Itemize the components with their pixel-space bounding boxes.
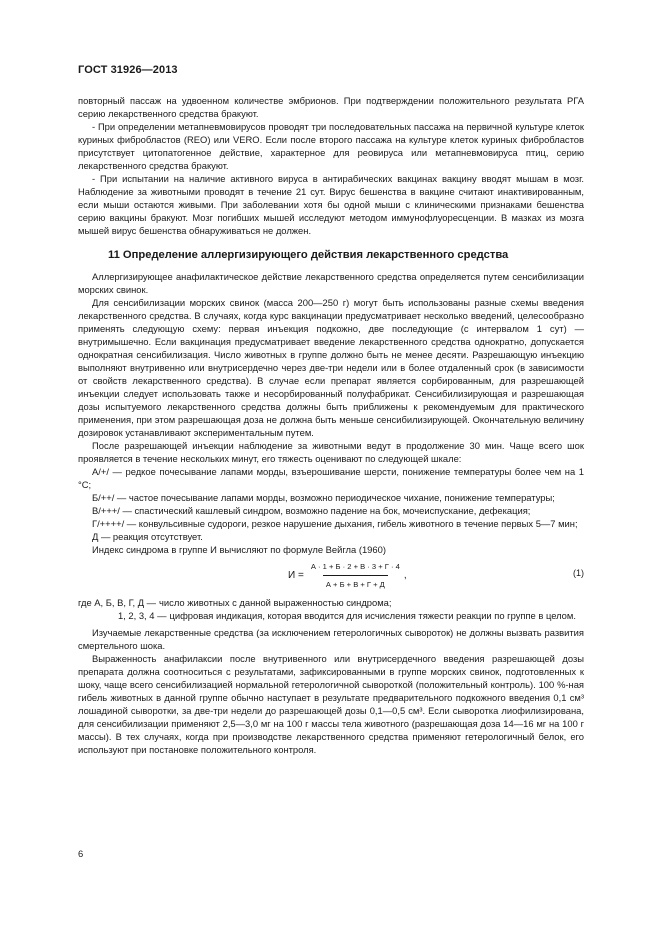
scale-item: Д — реакция отсутствует. bbox=[92, 531, 203, 542]
legend-text: число животных с данной выраженностью синдрома; bbox=[159, 597, 392, 608]
paragraph: Для сенсибилизации морских свинок (масса 200—250 г) могут быть использованы разные схемы введения лекарственного средства. В случаях, когда курс вакцинации предусматривает несколько введений, целесообразно применять следующую схему: первая инъекция подкожно, две последующие (с интервалом 1 сут) — внутримышечно. Если вакцинация предусматривает введение лекарственного средства однократно, допускается однократная сенсибилизация. Число животных в группе должно быть не менее десяти. Разрешающую инъекцию выполняют внутривенно или внутрисердечно через две-три недели или в более отдаленный срок (в зависимости от свойств лекарственного средства). В случае если препарат является сорбированным, для разрешающей инъекции следует использовать также и несорбированный полуфабрикат. Сенсибилизирующая и разрешающая дозы испытуемого лекарственного средства должны быть приближены к рекомендуемым для практического применения, при этом разрешающая доза не должна быть меньше сенсибилизирующей. Окончательную величину дозировок устанавливают экспериментальным путем. bbox=[78, 297, 584, 438]
formula-numerator: А · 1 + Б · 2 + В · 3 + Г · 4 bbox=[310, 562, 400, 571]
legend-row bbox=[78, 609, 584, 622]
paragraph: Выраженность анафилаксии после внутривенного или внутрисердечного введения разрешающей дозы препарата должна соотноситься с результатами, зафиксированными в группе морских свинок, подготовленных к шоку, чаще всего сенсибилизацией нормальной гетерологичной сывороткой (положительный контроль). 100 %-ная гибель животных в данной группе обычно наступает в результате предварительного подкожного введения 0,1 см³ лошадиной сыворотки, за две-три недели до разрешающей дозы 0,1—0,5 см³. Если сыворотка лиофилизирована, для сенсибилизации применяют 2,5—3,0 мг на 100 г массы тела животного (разрешающая доза 14—16 мг на 100 г массы). В тех случаях, когда при производстве лекарственного средства применяют гетерологичный белок, его используют при постановке положительного контроля. bbox=[78, 653, 584, 755]
scale-item: А/+/ — редкое почесывание лапами морды, взъерошивание шерсти, понижение температуры более чем на 1 °С; bbox=[78, 466, 584, 490]
formula-fraction bbox=[308, 560, 403, 591]
scale-item: Г/++++/ — конвульсивные судороги, резкое нарушение дыхания, гибель животного в течение первых 5—7 мин; bbox=[92, 518, 578, 529]
formula-legend bbox=[78, 596, 584, 622]
legend-row bbox=[78, 596, 584, 609]
paragraph: Индекс синдрома в группе И вычисляют по формуле Вейгла (1960) bbox=[92, 544, 386, 555]
formula-tail: , bbox=[403, 570, 407, 581]
paragraph: - При определении метапневмовирусов проводят три последовательных пассажа на первичной культуре клеток куриных фибробластов (REO) или VERO. Если после второго пассажа на культуре клеток куриных фибробластов присутствует цитопатогенное действие, характерное для реовируса или метапневмовируса птиц, серию лекарственного средства бракуют. bbox=[78, 121, 584, 171]
legend-key: 1, 2, 3, 4 — bbox=[118, 610, 167, 621]
legend-key: где А, Б, В, Г, Д — bbox=[78, 597, 157, 608]
paragraph: - При испытании на наличие активного вируса в антирабических вакцинах вакцину вводят мышам в мозг. Наблюдение за животными проводят в течение 21 сут. Вирус бешенства в вакцине считают инактивированным, если мыши остаются живыми. При заболевании хотя бы одной мыши с клиническими признаками бешенства серию вакцины бракуют. Мозг погибших мышей исследуют методом иммунофлуоресценции. В мазках из мозга мышей вирус бешенства обнаруживаться не должен. bbox=[78, 173, 584, 236]
formula-block bbox=[78, 558, 584, 592]
legend-text: цифровая индикация, которая вводится для исчисления тяжести реакции по группе в целом. bbox=[169, 610, 576, 621]
page-number: 6 bbox=[78, 848, 84, 859]
weigl-formula bbox=[288, 560, 407, 591]
formula-denominator: А + Б + В + Г + Д bbox=[323, 575, 388, 591]
document-header: ГОСТ 31926—2013 bbox=[78, 64, 178, 76]
paragraph: повторный пассаж на удвоенном количестве эмбрионов. При подтверждении положительного результата РГА серию лекарственного средства бракуют. bbox=[78, 95, 584, 119]
paragraph: После разрешающей инъекции наблюдение за животными ведут в продолжение 30 мин. Чаще всего шок проявляется в течение нескольких минут, его тяжесть оценивают по следующей шкале: bbox=[78, 440, 584, 464]
formula-lhs: И = bbox=[288, 570, 304, 581]
scale-item: В/+++/ — спастический кашлевый синдром, возможно падение на бок, мочеиспускание, дефекация; bbox=[92, 505, 531, 516]
scale-item: Б/++/ — частое почесывание лапами морды, возможно периодическое чихание, понижение температуры; bbox=[92, 492, 555, 503]
document-body bbox=[78, 94, 584, 756]
paragraph: Изучаемые лекарственные средства (за исключением гетерологичных сывороток) не должны вызвать развития смертельного шока. bbox=[78, 627, 584, 651]
paragraph: Аллергизирующее анафилактическое действие лекарственного средства определяется путем сенсибилизации морских свинок. bbox=[78, 271, 584, 295]
section-heading: 11 Определение аллергизирующего действия лекарственного средства bbox=[108, 249, 509, 261]
equation-number: (1) bbox=[573, 568, 584, 578]
